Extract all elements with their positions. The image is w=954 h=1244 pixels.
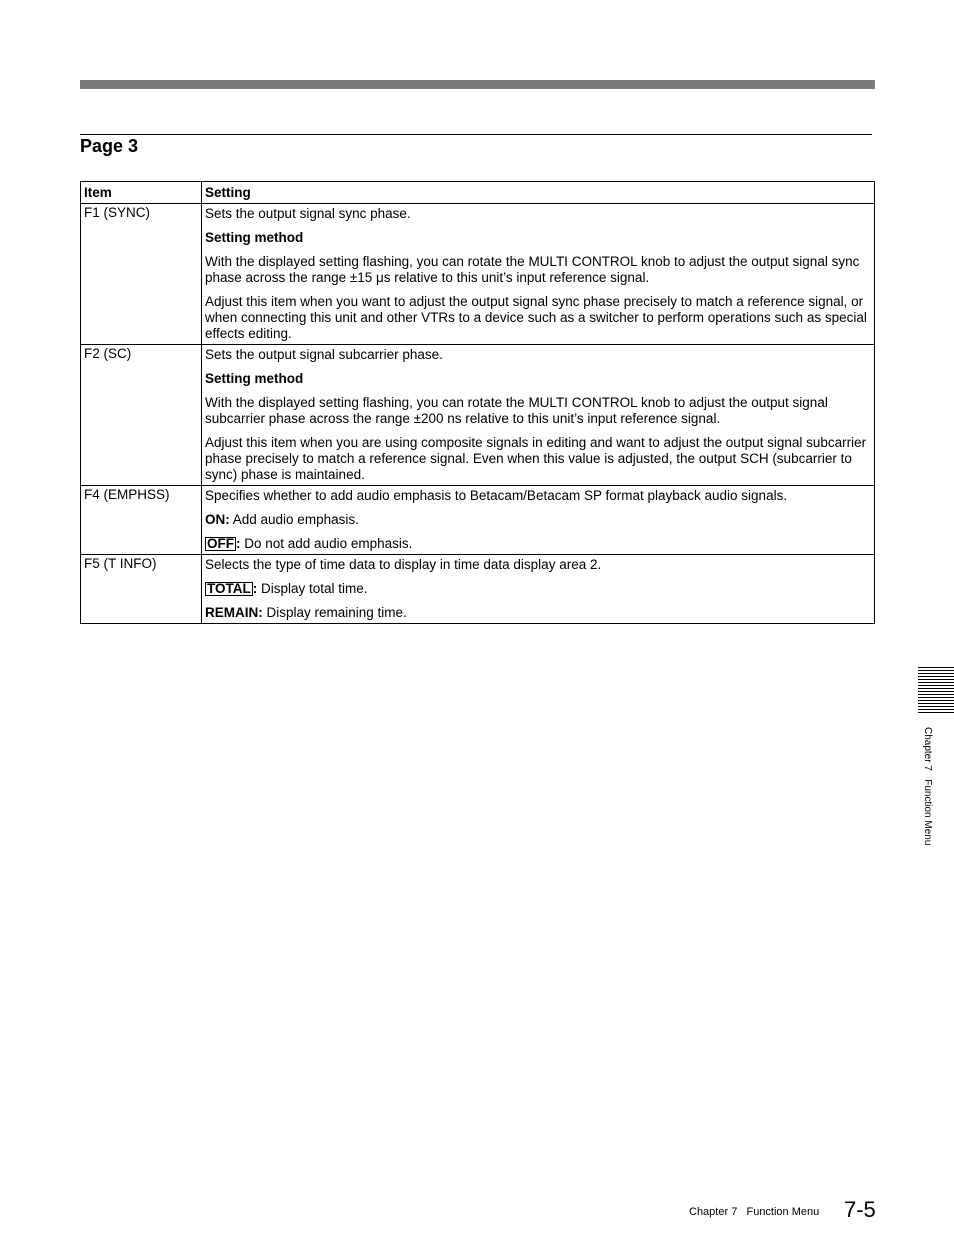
- tinfo-remain-key: REMAIN:: [205, 605, 263, 620]
- sync-method-text: With the displayed setting flashing, you can rotate the MULTI CONTROL knob to adjust the output signal sync phase across the range ±15 μs relative to this unit’s input reference signal.: [205, 254, 860, 285]
- heading-rule: [80, 134, 872, 135]
- sc-note: Adjust this item when you are using composite signals in editing and want to adjust the output signal subcarrier phase precisely to match a reference signal. Even when this value is adjusted, the output SCH (subcarrier to sync) phase is maintained.: [205, 435, 867, 482]
- table-row-emphss: [81, 486, 875, 555]
- header-item: Item: [81, 182, 202, 204]
- table-row-sc: [81, 345, 875, 486]
- tinfo-total-key: TOTAL: [207, 581, 251, 596]
- emphss-on-text: Add audio emphasis.: [229, 512, 359, 527]
- page-number: 7-5: [844, 1197, 876, 1222]
- item-f1-sync: F1 (SYNC): [81, 204, 202, 345]
- emphss-option-on: [205, 511, 871, 529]
- setting-cell-sc: [202, 345, 875, 486]
- footer-chapter: Chapter 7 Function Menu: [689, 1206, 820, 1218]
- page-heading: Page 3: [80, 136, 139, 156]
- side-chapter-label: Chapter 7 Function Menu: [922, 727, 933, 846]
- tinfo-option-remain: [205, 604, 871, 622]
- sc-method-text: With the displayed setting flashing, you can rotate the MULTI CONTROL knob to adjust the output signal subcarrier phase across the range ±200 ns relative to this unit’s input reference signal.: [205, 395, 828, 426]
- chapter-thumb-tab: [918, 667, 954, 713]
- settings-table: [80, 181, 875, 624]
- emphss-on-key: ON:: [205, 512, 230, 527]
- item-f5-tinfo: F5 (T INFO): [81, 555, 202, 624]
- sync-method-label: Setting method: [205, 230, 304, 245]
- emphss-option-off: [205, 535, 871, 553]
- emphss-off-key: OFF: [207, 536, 234, 551]
- table-row-sync: [81, 204, 875, 345]
- sc-intro: Sets the output signal subcarrier phase.: [205, 347, 443, 362]
- tinfo-total-sep: :: [252, 581, 258, 596]
- header-bar: [80, 80, 875, 89]
- table-row-tinfo: [81, 555, 875, 624]
- header-setting: Setting: [202, 182, 875, 204]
- sync-intro: Sets the output signal sync phase.: [205, 206, 411, 221]
- emphss-intro: Specifies whether to add audio emphasis to Betacam/Betacam SP format playback audio signals.: [205, 488, 788, 503]
- setting-cell-tinfo: [202, 555, 875, 624]
- tinfo-remain-text: Display remaining time.: [262, 605, 407, 620]
- setting-cell-emphss: [202, 486, 875, 555]
- tinfo-option-total: [205, 580, 871, 598]
- setting-cell-sync: [202, 204, 875, 345]
- emphss-off-text: Do not add audio emphasis.: [240, 536, 413, 551]
- emphss-off-sep: :: [236, 536, 241, 551]
- table-header-row: [81, 182, 875, 204]
- item-f4-emphss: F4 (EMPHSS): [81, 486, 202, 555]
- item-f2-sc: F2 (SC): [81, 345, 202, 486]
- sc-method-label: Setting method: [205, 371, 304, 386]
- tinfo-intro: Selects the type of time data to display in time data display area 2.: [205, 557, 602, 572]
- tinfo-total-text: Display total time.: [257, 581, 368, 596]
- sync-note: Adjust this item when you want to adjust the output signal sync phase precisely to match a reference signal, or when connecting this unit and other VTRs to a device such as a switcher to perform operations such as special effects editing.: [205, 294, 867, 341]
